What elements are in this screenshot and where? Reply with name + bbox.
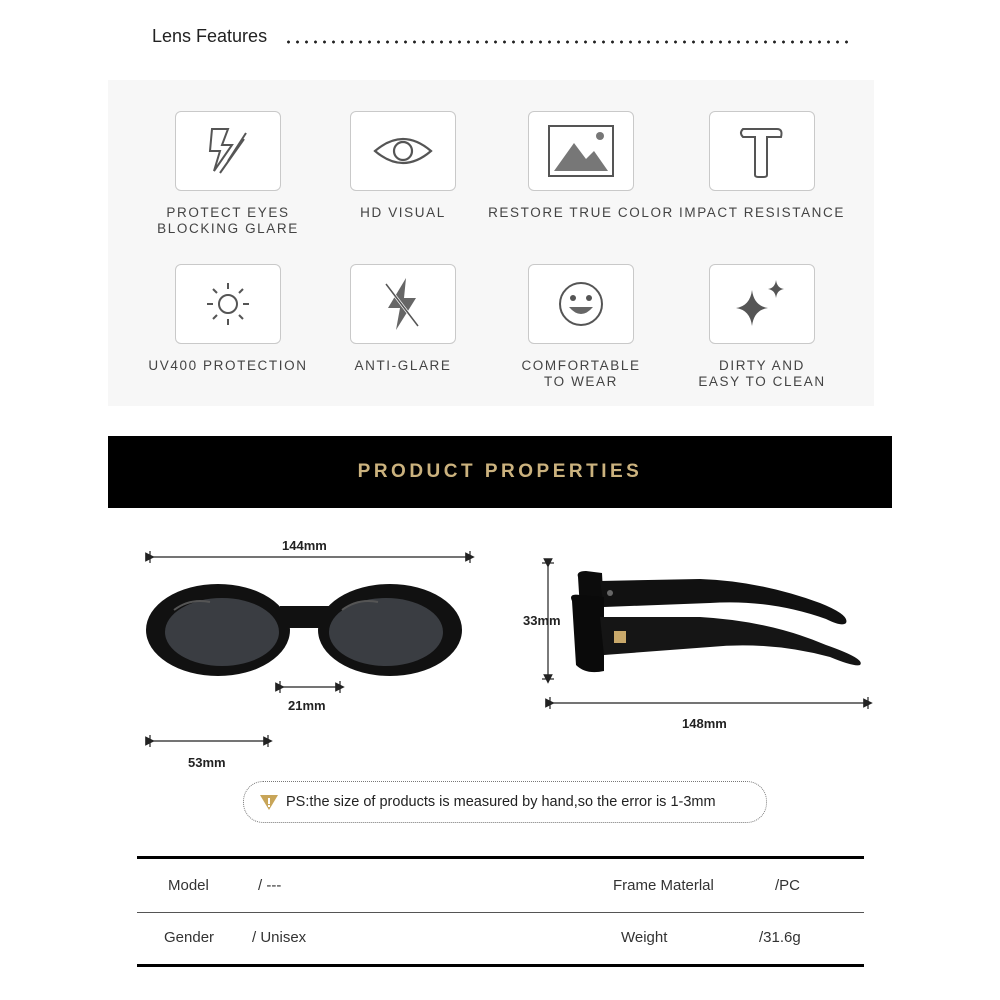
- feature-easy-clean: [667, 264, 857, 390]
- feature-label: UV400 PROTECTION: [148, 358, 308, 373]
- feature-label: ANTI-GLARE: [354, 358, 452, 373]
- feature-label: IMPACT RESISTANCE: [679, 205, 845, 220]
- measurement-note: [243, 781, 767, 823]
- feature-label: PROTECT EYES BLOCKING GLARE: [157, 205, 299, 236]
- weight-label: Weight: [621, 929, 668, 946]
- feature-protect-eyes: [133, 111, 323, 237]
- feature-label: HD VISUAL: [360, 205, 446, 220]
- table-mid-rule: [137, 912, 864, 913]
- lightning-icon: [175, 111, 281, 191]
- feature-comfortable: [486, 264, 676, 390]
- feature-uv400: [133, 264, 323, 374]
- feature-hd-visual: [308, 111, 498, 221]
- note-text: PS:the size of products is measured by hand,so the error is 1-3mm: [286, 794, 716, 810]
- product-properties-banner: [108, 436, 892, 508]
- smiley-icon: [528, 264, 634, 344]
- warning-icon: [258, 791, 280, 813]
- sunglasses-front: [146, 584, 462, 676]
- feature-true-color: [486, 111, 676, 221]
- feature-label: DIRTY AND EASY TO CLEAN: [698, 358, 826, 389]
- model-label: Model: [168, 877, 209, 894]
- gender-label: Gender: [164, 929, 215, 946]
- banner-title: PRODUCT PROPERTIES: [357, 461, 643, 482]
- lens-height-label: 33mm: [523, 613, 561, 628]
- feature-impact-resistance: [667, 111, 857, 221]
- hammer-icon: [709, 111, 815, 191]
- features-panel: [108, 80, 874, 406]
- feature-label: COMFORTABLE TO WEAR: [521, 358, 641, 389]
- section-title: Lens Features: [152, 26, 268, 46]
- total-width-label: 144mm: [282, 538, 327, 553]
- anti-glare-icon: [350, 264, 456, 344]
- model-value: / ---: [258, 877, 282, 894]
- feature-anti-glare: [308, 264, 498, 374]
- frame-material-value: /PC: [775, 877, 801, 894]
- dotted-divider: [284, 40, 854, 44]
- landscape-image-icon: [528, 111, 634, 191]
- table-top-rule: [137, 856, 864, 859]
- sunglasses-side: [571, 571, 861, 672]
- table-bottom-rule: [137, 964, 864, 967]
- eye-icon: [350, 111, 456, 191]
- side-view-diagram: [530, 555, 880, 715]
- sparkle-icon: [709, 264, 815, 344]
- gender-value: / Unisex: [252, 929, 307, 946]
- sun-icon: [175, 264, 281, 344]
- front-view-diagram: [140, 540, 480, 770]
- temple-length-label: 148mm: [682, 716, 727, 731]
- feature-label: RESTORE TRUE COLOR: [488, 205, 674, 220]
- frame-material-label: Frame Materlal: [613, 877, 714, 894]
- weight-value: /31.6g: [759, 929, 801, 946]
- bridge-width-label: 21mm: [288, 698, 326, 713]
- lens-width-label: 53mm: [188, 755, 226, 770]
